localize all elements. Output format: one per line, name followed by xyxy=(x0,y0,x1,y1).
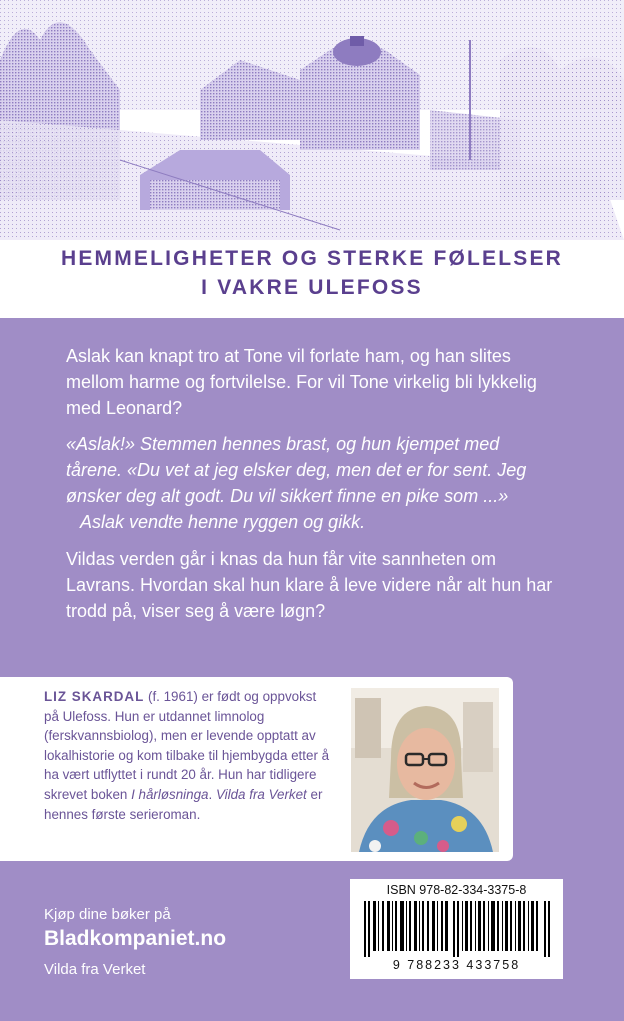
blurb-paragraph-3: Vildas verden går i knas da hun får vite sannheten om Lavrans. Hvordan skal hun klare å leve videre når alt hun har trodd på, viser seg å være løgn? xyxy=(66,549,553,621)
quote-line: «Aslak!» Stemmen hennes brast, og hun kjempet med xyxy=(66,434,500,454)
buy-text: Kjøp dine bøker på xyxy=(44,906,171,923)
publisher-site: Bladkompaniet.no xyxy=(44,927,227,950)
author-photo xyxy=(351,688,499,852)
bio-text-3: er hennes første serieroman. xyxy=(44,786,323,822)
blurb-quote xyxy=(66,431,566,535)
author-bio xyxy=(44,687,334,824)
isbn-digits: 9 788233 433758 xyxy=(392,958,521,972)
series-book-title: Vilda fra Verket xyxy=(215,786,307,802)
previous-book-title: I hårløsninga xyxy=(131,786,209,802)
isbn-label: ISBN 978-82-334-3375-8 xyxy=(386,883,527,897)
cover-top-panel xyxy=(0,0,624,318)
barcode xyxy=(364,901,550,957)
isbn-barcode-box xyxy=(350,879,563,979)
quote-line: ønsker deg alt godt. Du vil sikkert finne en pike som ...» xyxy=(66,486,509,506)
engraving-illustration xyxy=(0,0,624,240)
quote-line: Aslak vendte henne ryggen og gikk. xyxy=(80,512,366,532)
series-name: Vilda fra Verket xyxy=(44,961,146,978)
bio-text-2: . xyxy=(208,786,216,802)
bio-text-1: (f. 1961) er født og oppvokst på Ulefoss. Hun er utdannet limnolog (ferskvannsbiolog), men er levende opptatt av lokalhistorie og kom tilbake til hjembygda etter å ha vært utflyttet i rundt 20 år. Hun har tidligere skrevet boken xyxy=(44,689,330,802)
blurb-paragraph-1: Aslak kan knapt tro at Tone vil forlate ham, og han slites mellom harme og fortvilelse. For vil Tone virkelig bli lykkelig med Leonard? xyxy=(66,346,537,418)
headline-line-2: I VAKRE ULEFOSS xyxy=(201,276,423,299)
quote-line: tårene. «Du vet at jeg elsker deg, men det er for sent. Jeg xyxy=(66,460,527,480)
author-name: LIZ SKARDAL xyxy=(44,689,145,704)
headline-line-1: HEMMELIGHETER OG STERKE FØLELSER xyxy=(60,247,564,270)
